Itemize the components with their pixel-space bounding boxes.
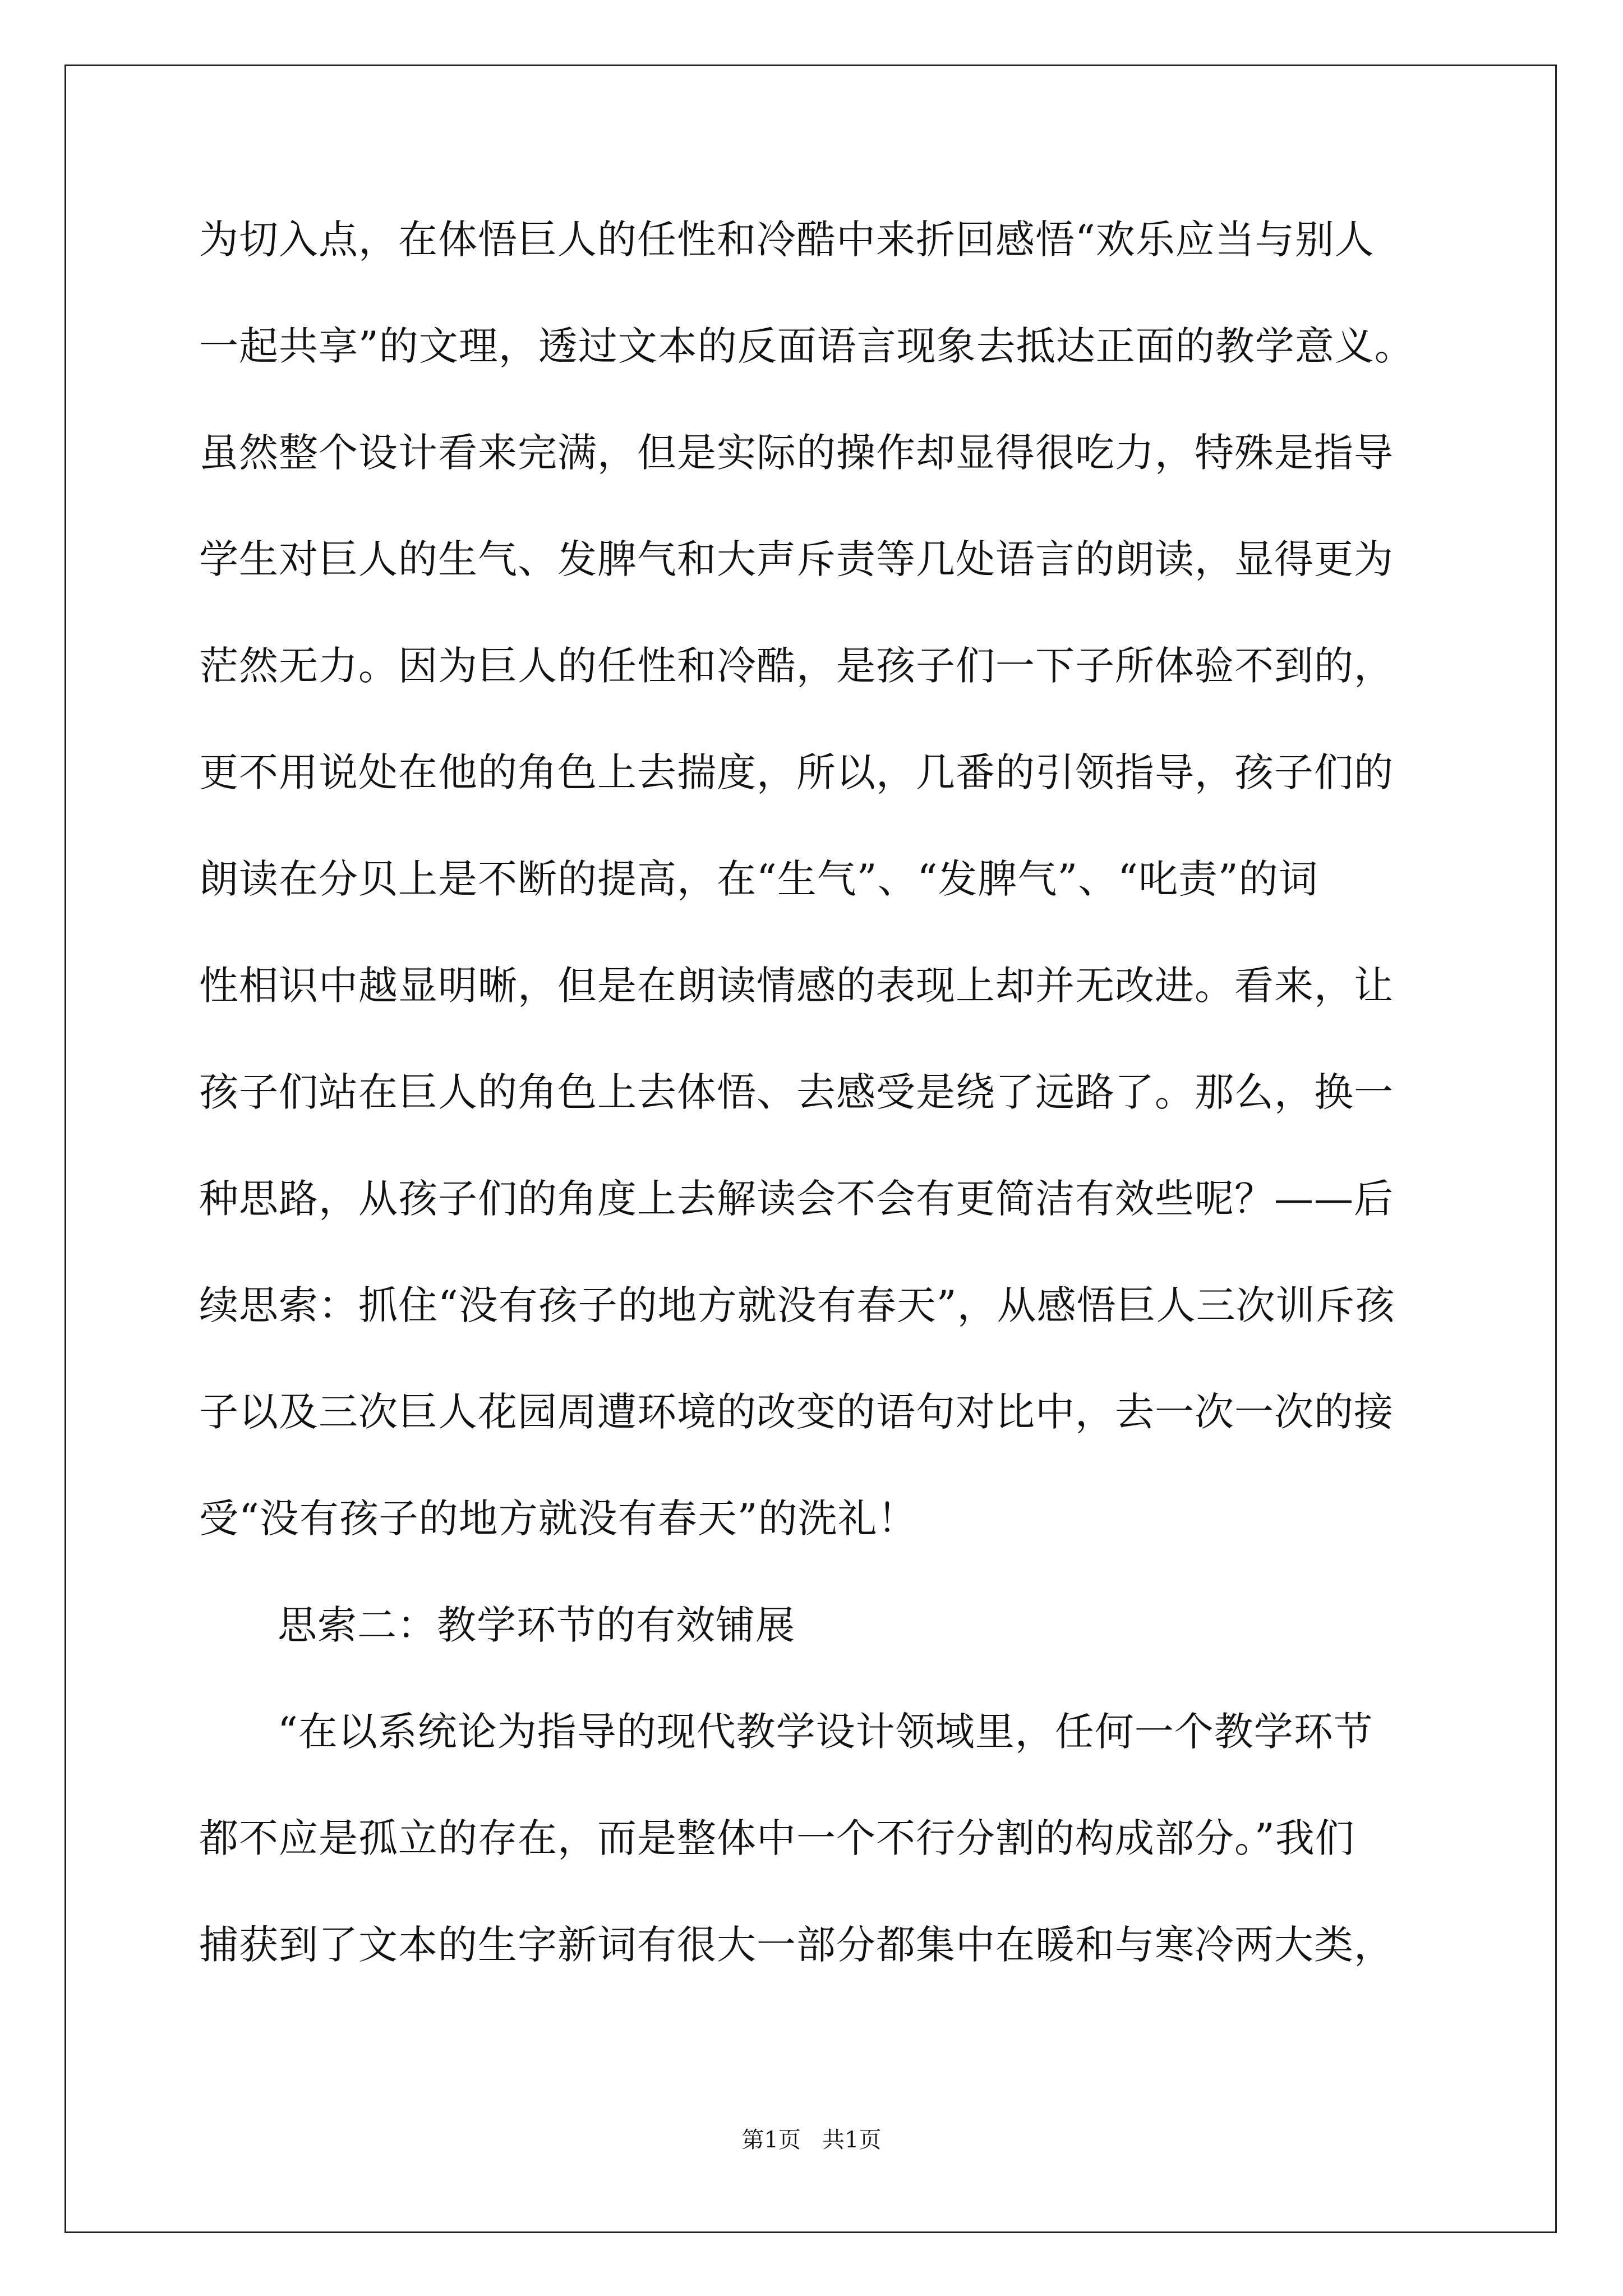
section-heading: 思索二：教学环节的有效铺展 <box>278 1602 795 1648</box>
body-line: 孩子们站在巨人的角色上去体悟、去感受是绕了远路了。那么，换一 <box>199 1069 1394 1115</box>
body-line: 都不应是孤立的存在，而是整体中一个不行分割的构成部分。”我们 <box>199 1815 1355 1861</box>
body-line: 一起共享”的文理，透过文本的反面语言现象去抵达正面的教学意义。 <box>199 323 1414 369</box>
page-footer: 第1页 共1页 <box>741 2127 882 2153</box>
body-line: 种思路，从孩子们的角度上去解读会不会有更简洁有效些呢？——后 <box>199 1176 1394 1222</box>
body-line: “在以系统论为指导的现代教学设计领域里，任何一个教学环节 <box>278 1709 1373 1755</box>
body-line: 虽然整个设计看来完满，但是实际的操作却显得很吃力，特殊是指导 <box>199 430 1394 476</box>
body-line: 子以及三次巨人花园周遭环境的改变的语句对比中，去一次一次的接 <box>199 1389 1394 1435</box>
body-line: 茫然无力。因为巨人的任性和冷酷，是孩子们一下子所体验不到的， <box>199 643 1394 689</box>
body-line: 为切入点，在体悟巨人的任性和冷酷中来折回感悟“欢乐应当与别人 <box>199 217 1375 263</box>
body-line: 续思索：抓住“没有孩子的地方就没有春天”，从感悟巨人三次训斥孩 <box>199 1282 1395 1328</box>
body-line: 学生对巨人的生气、发脾气和大声斥责等几处语言的朗读，显得更为 <box>199 536 1394 582</box>
body-line: 更不用说处在他的角色上去揣度，所以，几番的引领指导，孩子们的 <box>199 749 1394 795</box>
body-line: 受“没有孩子的地方就没有春天”的洗礼！ <box>199 1496 917 1542</box>
body-line: 朗读在分贝上是不断的提高，在“生气”、“发脾气”、“叱责”的词 <box>199 856 1318 902</box>
page-border <box>64 65 1557 2233</box>
body-line: 捕获到了文本的生字新词有很大一部分都集中在暖和与寒冷两大类， <box>199 1922 1394 1968</box>
body-line: 性相识中越显明晰，但是在朗读情感的表现上却并无改进。看来，让 <box>199 963 1394 1009</box>
